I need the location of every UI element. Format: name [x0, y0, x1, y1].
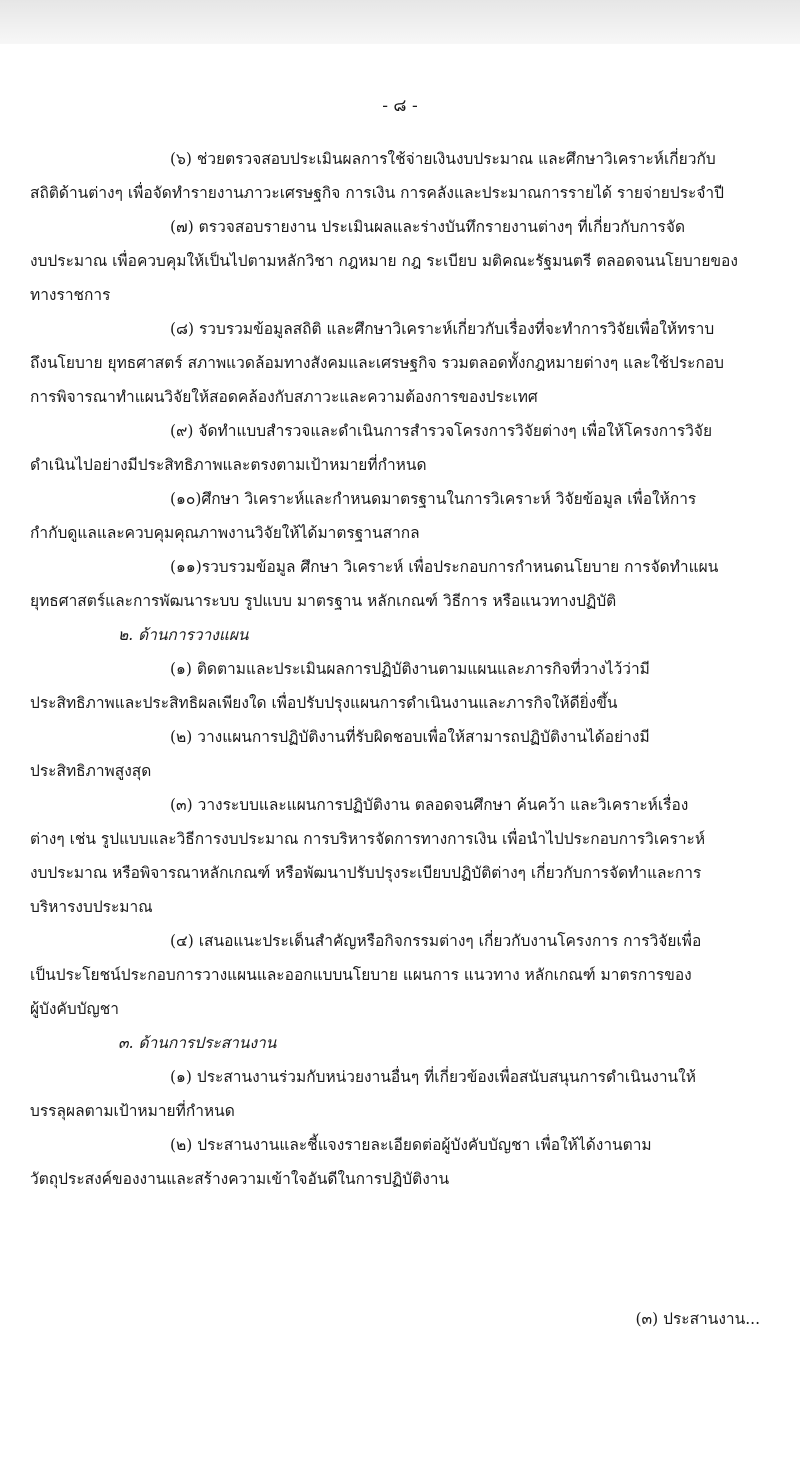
planning-item-4 — [30, 924, 792, 1026]
section-heading-coordination: ๓. ด้านการประสานงาน — [118, 1034, 277, 1052]
paragraph-9 — [30, 414, 792, 482]
scan-top-band — [0, 0, 800, 44]
document-body — [30, 142, 792, 1196]
paragraph-line: กำกับดูแลและควบคุมคุณภาพงานวิจัยให้ได้มาตรฐานสากล — [30, 524, 420, 542]
paragraph-line: บริหารงบประมาณ — [30, 898, 153, 916]
paragraph-6 — [30, 142, 792, 210]
page-number: - ๘ - — [382, 96, 418, 116]
coordination-item-2 — [30, 1128, 792, 1196]
paragraph-line: บรรลุผลตามเป้าหมายที่กำหนด — [30, 1102, 235, 1120]
paragraph-line: สถิติด้านต่างๆ เพื่อจัดทำรายงานภาวะเศรษฐกิจ การเงิน การคลังและประมาณการรายได้ รายจ่ายประจำปี — [30, 184, 724, 202]
paragraph-line: (๖) ช่วยตรวจสอบประเมินผลการใช้จ่ายเงินงบประมาณ และศึกษาวิเคราะห์เกี่ยวกับ — [170, 150, 716, 168]
paragraph-line: วัตถุประสงค์ของงานและสร้างความเข้าใจอันดีในการปฏิบัติงาน — [30, 1170, 450, 1188]
paragraph-line: (๗) ตรวจสอบรายงาน ประเมินผลและร่างบันทึกรายงานต่างๆ ที่เกี่ยวกับการจัด — [170, 218, 686, 236]
paragraph-line: ประสิทธิภาพสูงสุด — [30, 762, 152, 780]
paragraph-11 — [30, 550, 792, 618]
paragraph-10 — [30, 482, 792, 550]
paragraph-line: ประสิทธิภาพและประสิทธิผลเพียงใด เพื่อปรับปรุงแผนการดำเนินงานและภารกิจให้ดียิ่งขึ้น — [30, 694, 618, 712]
planning-item-3 — [30, 788, 792, 924]
planning-item-2 — [30, 720, 792, 788]
paragraph-line: (๙) จัดทำแบบสำรวจและดำเนินการสำรวจโครงการวิจัยต่างๆ เพื่อให้โครงการวิจัย — [170, 422, 713, 440]
paragraph-line: (๑๐)ศึกษา วิเคราะห์และกำหนดมาตรฐานในการวิเคราะห์ วิจัยข้อมูล เพื่อให้การ — [170, 490, 697, 508]
paragraph-line: งบประมาณ เพื่อควบคุมให้เป็นไปตามหลักวิชา กฎหมาย กฎ ระเบียบ มติคณะรัฐมนตรี ตลอดจนนโยบายของ — [30, 252, 738, 270]
paragraph-line: การพิจารณาทำแผนวิจัยให้สอดคล้องกับสภาวะและความต้องการของประเทศ — [30, 388, 538, 406]
paragraph-line: ต่างๆ เช่น รูปแบบและวิธีการงบประมาณ การบริหารจัดการทางการเงิน เพื่อนำไปประกอบการวิเคราะห์ — [30, 830, 706, 848]
paragraph-line: (๑) ติดตามและประเมินผลการปฏิบัติงานตามแผนและภารกิจที่วางไว้ว่ามี — [170, 660, 650, 678]
section-heading-planning: ๒. ด้านการวางแผน — [118, 626, 249, 644]
paragraph-line: งบประมาณ หรือพิจารณาหลักเกณฑ์ หรือพัฒนาปรับปรุงระเบียบปฏิบัติต่างๆ เกี่ยวกับการจัดทำและการ — [30, 864, 702, 882]
paragraph-line: ผู้บังคับบัญชา — [30, 1000, 119, 1018]
paragraph-line: (๒) ประสานงานและชี้แจงรายละเอียดต่อผู้บังคับบัญชา เพื่อให้ได้งานตาม — [170, 1136, 652, 1154]
paragraph-line: ยุทธศาสตร์และการพัฒนาระบบ รูปแบบ มาตรฐาน หลักเกณฑ์ วิธีการ หรือแนวทางปฏิบัติ — [30, 592, 617, 610]
continuation-footer: (๓) ประสานงาน... — [635, 1310, 760, 1328]
paragraph-line: (๔) เสนอแนะประเด็นสำคัญหรือกิจกรรมต่างๆ เกี่ยวกับงานโครงการ การวิจัยเพื่อ — [170, 932, 702, 950]
paragraph-line: (๓) วางระบบและแผนการปฏิบัติงาน ตลอดจนศึกษา ค้นคว้า และวิเคราะห์เรื่อง — [170, 796, 689, 814]
paragraph-7 — [30, 210, 792, 312]
paragraph-line: (๒) วางแผนการปฏิบัติงานที่รับผิดชอบเพื่อให้สามารถปฏิบัติงานได้อย่างมี — [170, 728, 650, 746]
paragraph-line: (๑) ประสานงานร่วมกับหน่วยงานอื่นๆ ที่เกี่ยวข้องเพื่อสนับสนุนการดำเนินงานให้ — [170, 1068, 696, 1086]
paragraph-8 — [30, 312, 792, 414]
paragraph-line: เป็นประโยชน์ประกอบการวางแผนและออกแบบนโยบาย แผนการ แนวทาง หลักเกณฑ์ มาตรการของ — [30, 966, 692, 984]
paragraph-line: (๑๑)รวบรวมข้อมูล ศึกษา วิเคราะห์ เพื่อประกอบการกำหนดนโยบาย การจัดทำแผน — [170, 558, 719, 576]
paragraph-line: ดำเนินไปอย่างมีประสิทธิภาพและตรงตามเป้าหมายที่กำหนด — [30, 456, 427, 474]
coordination-item-1 — [30, 1060, 792, 1128]
paragraph-line: ถึงนโยบาย ยุทธศาสตร์ สภาพแวดล้อมทางสังคมและเศรษฐกิจ รวมตลอดทั้งกฎหมายต่างๆ และใช้ประกอบ — [30, 354, 725, 372]
planning-item-1 — [30, 652, 792, 720]
paragraph-line: ทางราชการ — [30, 286, 111, 304]
paragraph-line: (๘) รวบรวมข้อมูลสถิติ และศึกษาวิเคราะห์เกี่ยวกับเรื่องที่จะทำการวิจัยเพื่อให้ทราบ — [170, 320, 715, 338]
